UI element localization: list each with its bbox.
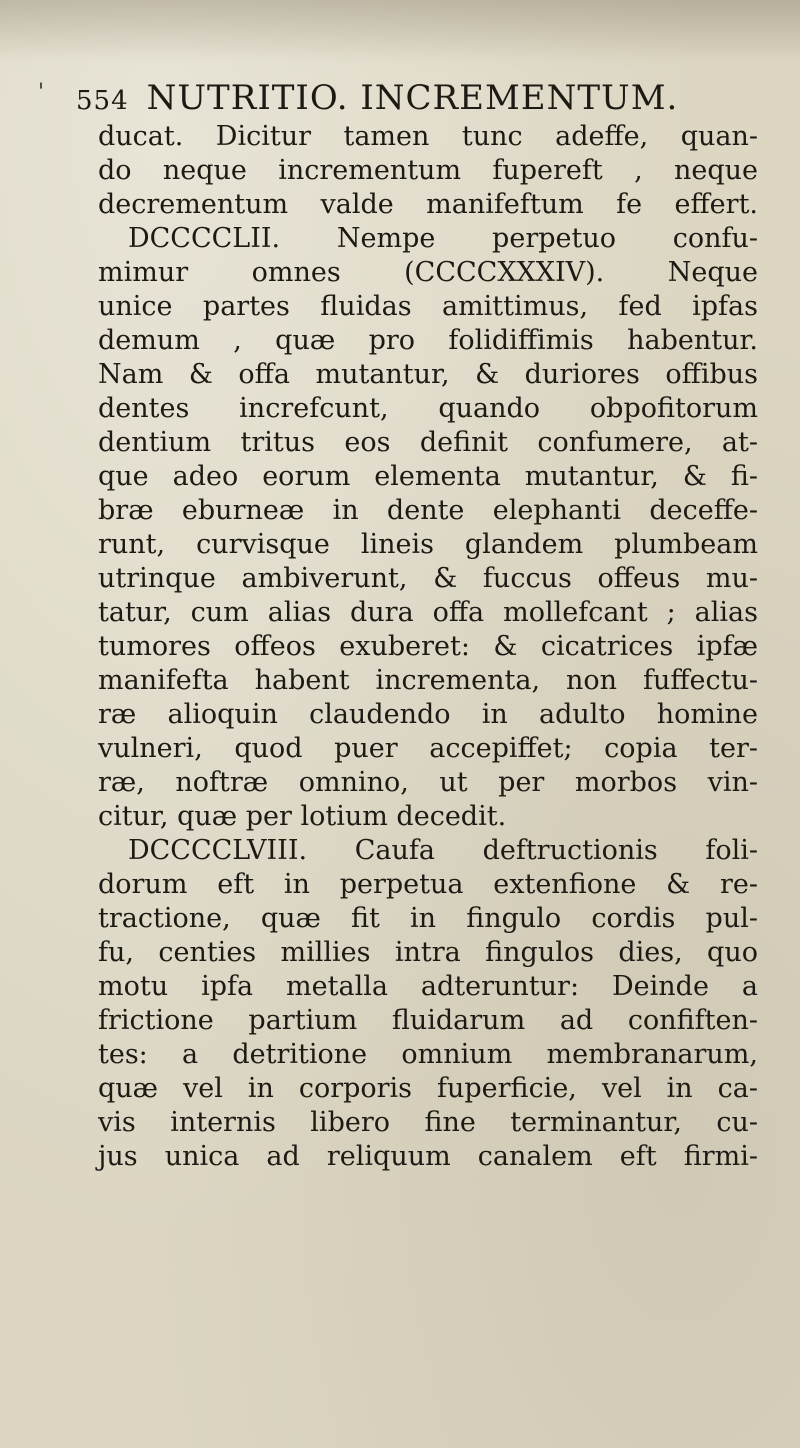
text-line: manifefta habent incrementa, non fuffectu- bbox=[98, 665, 758, 696]
running-head bbox=[76, 78, 678, 118]
text-line: demum , quæ pro folidiffimis habentur. bbox=[98, 325, 758, 356]
text-line: ræ alioquin claudendo in adulto homine bbox=[98, 699, 758, 730]
text-line: bræ eburneæ in dente elephanti deceffe- bbox=[98, 495, 758, 526]
text-line: tes: a detritione omnium membranarum, bbox=[98, 1039, 758, 1070]
text-line: ducat. Dicitur tamen tunc adeffe, quan- bbox=[98, 121, 758, 152]
body-text bbox=[98, 120, 758, 1174]
text-line: motu ipfa metalla adteruntur: Deinde a bbox=[98, 971, 758, 1002]
text-line: dentium tritus eos definit confumere, at- bbox=[98, 427, 758, 458]
text-line: do neque incrementum fupereft , neque bbox=[98, 155, 758, 186]
paragraph-end-line: citur, quæ per lotium decedit. bbox=[98, 801, 507, 832]
text-line: unice partes fluidas amittimus, fed ipfas bbox=[98, 291, 758, 322]
margin-mark: ' bbox=[38, 80, 45, 105]
paragraph-start-line: DCCCCLVIII. Caufa deftructionis foli- bbox=[128, 835, 758, 866]
text-line: Nam & offa mutantur, & duriores offibus bbox=[98, 359, 758, 390]
text-line: vis internis libero fine terminantur, cu- bbox=[98, 1107, 758, 1138]
text-line: fu, centies millies intra fingulos dies, quo bbox=[98, 937, 758, 968]
text-line: ræ, noftræ omnino, ut per morbos vin- bbox=[98, 767, 758, 798]
text-line: frictione partium fluidarum ad confiften- bbox=[98, 1005, 758, 1036]
text-line: vulneri, quod puer accepiffet; copia ter- bbox=[98, 733, 758, 764]
text-line: mimur omnes (CCCCXXXIV). Neque bbox=[98, 257, 758, 288]
page-number: 554 bbox=[76, 86, 129, 116]
text-line: tumores offeos exuberet: & cicatrices ipfæ bbox=[98, 631, 758, 662]
page-top-edge bbox=[0, 0, 800, 60]
running-title: NUTRITIO. INCREMENTUM. bbox=[146, 78, 679, 118]
text-line: jus unica ad reliquum canalem eft firmi- bbox=[98, 1141, 758, 1172]
text-line: dorum eft in perpetua extenfione & re- bbox=[98, 869, 758, 900]
text-line: runt, curvisque lineis glandem plumbeam bbox=[98, 529, 758, 560]
text-line: decrementum valde manifeftum fe effert. bbox=[98, 189, 758, 220]
text-line: tractione, quæ fit in fingulo cordis pul- bbox=[98, 903, 758, 934]
text-line: utrinque ambiverunt, & fuccus offeus mu- bbox=[98, 563, 758, 594]
text-line: quæ vel in corporis fuperficie, vel in ca- bbox=[98, 1073, 758, 1104]
text-line: tatur, cum alias dura offa mollefcant ; alias bbox=[98, 597, 758, 628]
text-line: dentes increfcunt, quando obpofitorum bbox=[98, 393, 758, 424]
text-line: que adeo eorum elementa mutantur, & fi- bbox=[98, 461, 758, 492]
paragraph-start-line: DCCCCLII. Nempe perpetuo confu- bbox=[128, 223, 758, 254]
